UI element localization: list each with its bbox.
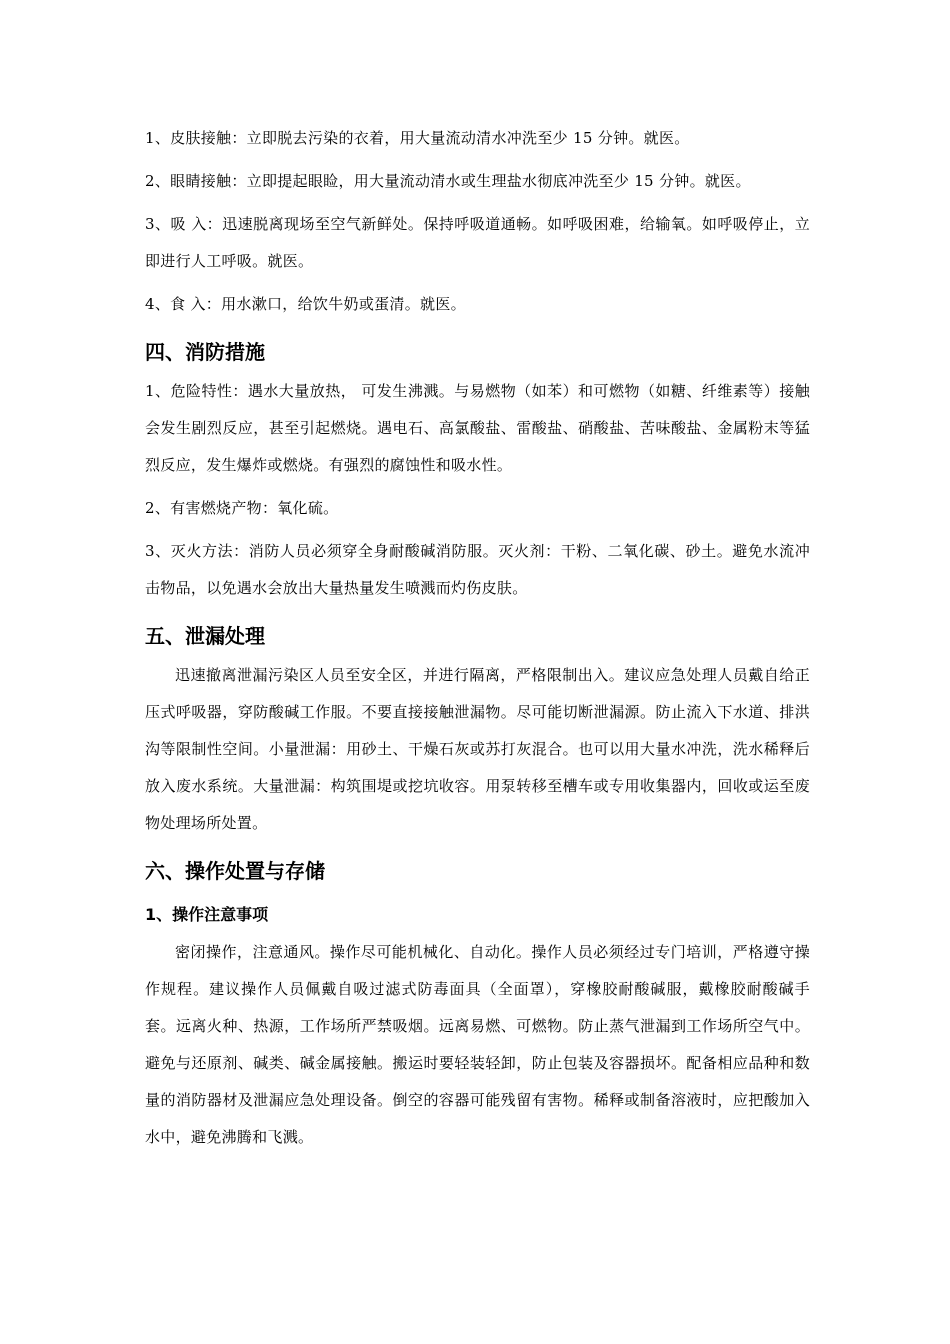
fire-extinguishing: 3、灭火方法：消防人员必须穿全身耐酸碱消防服。灭火剂：干粉、二氧化碳、砂土。避免水流冲击物品，以免遇水会放出大量热量发生喷溅而灼伤皮肤。	[145, 542, 810, 597]
first-aid-eyes: 2、眼睛接触：立即提起眼睑，用大量流动清水或生理盐水彻底冲洗至少 15 分钟。就医。	[145, 172, 751, 190]
fire-combustion-products: 2、有害燃烧产物：氧化硫。	[145, 499, 339, 517]
section-heading-fire: 四、消防措施	[145, 340, 265, 364]
handling-body: 密闭操作，注意通风。操作尽可能机械化、自动化。操作人员必须经过专门培训，严格遵守操作规程。建议操作人员佩戴自吸过滤式防毒面具（全面罩），穿橡胶耐酸碱服，戴橡胶耐酸碱手套。远离火种、热源，工作场所严禁吸烟。远离易燃、可燃物。防止蒸气泄漏到工作场所空气中。避免与还原剂、碱类、碱金属接触。搬运时要轻装轻卸，防止包装及容器损坏。配备相应品种和数量的消防器材及泄漏应急处理设备。倒空的容器可能残留有害物。稀释或制备溶液时，应把酸加入水中，避免沸腾和飞溅。	[145, 943, 810, 1146]
first-aid-skin: 1、皮肤接触：立即脱去污染的衣着，用大量流动清水冲洗至少 15 分钟。就医。	[145, 129, 690, 147]
fire-hazard: 1、危险特性：遇水大量放热， 可发生沸溅。与易燃物（如苯）和可燃物（如糖、纤维素等）接触会发生剧烈反应，甚至引起燃烧。遇电石、高氯酸盐、雷酸盐、硝酸盐、苦味酸盐、金属粉末等猛烈反应，发生爆炸或燃烧。有强烈的腐蚀性和吸水性。	[145, 382, 810, 474]
first-aid-ingestion: 4、食 入：用水漱口，给饮牛奶或蛋清。就医。	[145, 295, 466, 313]
section-heading-leak: 五、泄漏处理	[145, 624, 265, 648]
leak-body: 迅速撤离泄漏污染区人员至安全区，并进行隔离，严格限制出入。建议应急处理人员戴自给正压式呼吸器，穿防酸碱工作服。不要直接接触泄漏物。尽可能切断泄漏源。防止流入下水道、排洪沟等限制性空间。小量泄漏：用砂土、干燥石灰或苏打灰混合。也可以用大量水冲洗，洗水稀释后放入废水系统。大量泄漏：构筑围堤或挖坑收容。用泵转移至槽车或专用收集器内，回收或运至废物处理场所处置。	[145, 666, 810, 832]
first-aid-inhalation: 3、吸 入：迅速脱离现场至空气新鲜处。保持呼吸道通畅。如呼吸困难，给输氧。如呼吸停止，立即进行人工呼吸。就医。	[145, 215, 810, 270]
subsection-heading-handling-notes: 1、操作注意事项	[145, 905, 269, 924]
document-page	[145, 120, 810, 1156]
section-heading-handling: 六、操作处置与存储	[145, 859, 325, 883]
